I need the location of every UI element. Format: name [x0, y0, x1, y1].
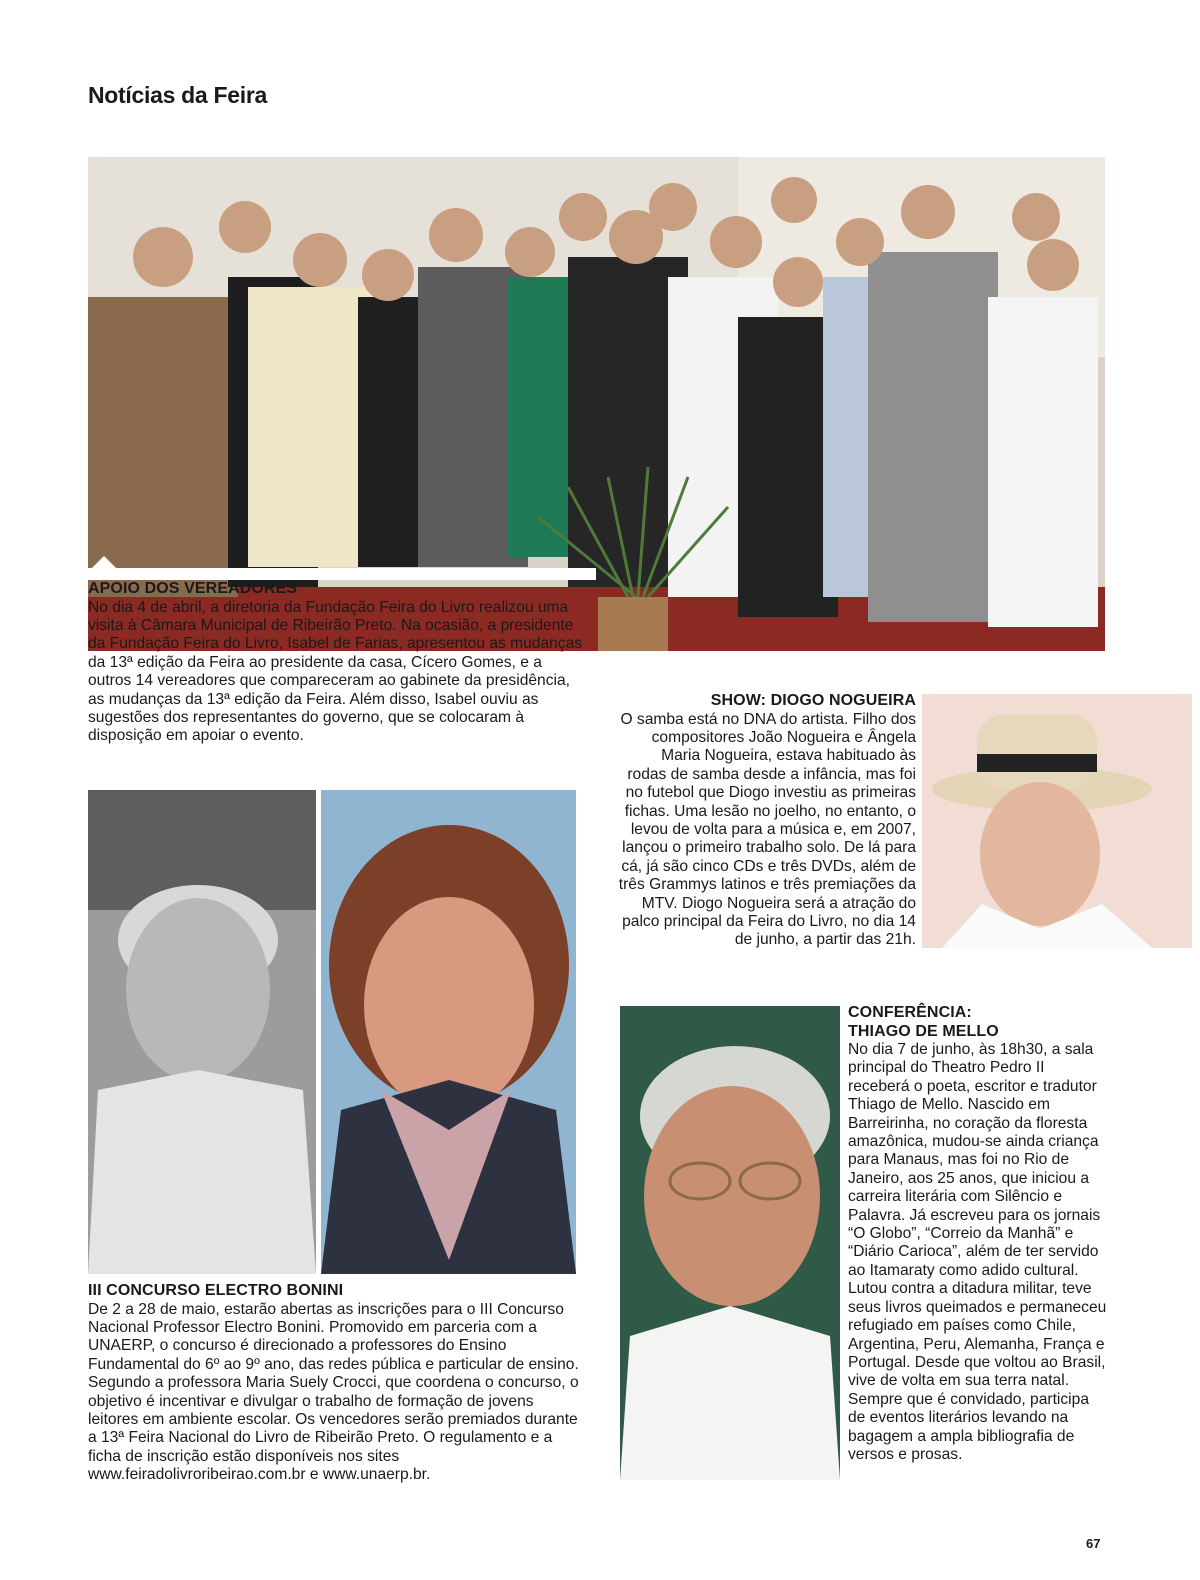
article-title: CONFERÊNCIA: — [848, 1004, 972, 1021]
article-title: III CONCURSO ELECTRO BONINI — [88, 1282, 344, 1299]
section-title: Notícias da Feira — [88, 82, 267, 108]
article-apoio-vereadores — [88, 580, 588, 746]
article-body: No dia 7 de junho, às 18h30, a sala principal do Theatro Pedro II receberá o poeta, escritor e tradutor Thiago de Mello. Nascido em Barreirinha, no coração da floresta amazônica, mudou-se ainda criança para Manaus, mas foi no Rio de Janeiro, aos 25 anos, que iniciou a carreira literária com Silêncio e Palavra. Já escreveu para os jornais “O Globo”, “Correio da Manhã” e “Diário Carioca”, além de ter servido ao Itamaraty como adido cultural. Lutou contra a ditadura militar, teve seus livros queimados e permaneceu refugiado em países como Chile, Argentina, Peru, Alemanha, França e Portugal. Desde que voltou ao Brasil, vive de volta em sua terra natal. Sempre que é convidado, participa de eventos literários levando na bagagem a ampla bibliografia de versos e prosas. — [848, 1041, 1107, 1463]
article-body: De 2 a 28 de maio, estarão abertas as inscrições para o III Concurso Nacional Professor Electro Bonini. Promovido em parceria com a UNAERP, o concurso é direcionado a professores do Ensino Fundamental do 6º ao 9º ano, das redes pública e particular de ensino. Segundo a professora Maria Suely Crocci, que coordena o concurso, o objetivo é incentivar e divulgar o trabalho de formação de jovens leitores em ambiente escolar. Os vencedores serão premiados durante a 13ª Feira Nacional do Livro de Ribeirão Preto. O regulamento e a ficha de inscrição estão disponíveis nos sites www.feiradolivroribeirao.com.br e www.unaerp.br. — [88, 1300, 579, 1484]
page-number: 67 — [1086, 1536, 1101, 1551]
electro-bonini-photo — [88, 790, 316, 1274]
diogo-nogueira-photo — [922, 694, 1192, 948]
article-title-line2: THIAGO DE MELLO — [848, 1022, 999, 1040]
thiago-de-mello-photo — [620, 1006, 840, 1480]
article-body: O samba está no DNA do artista. Filho dos compositores João Nogueira e Ângela Maria Nogueira, estava habituado às rodas de samba desde a infância, mas foi no futebol que Diogo investiu as primeiras fichas. Uma lesão no joelho, no entanto, o levou de volta para a música e, em 2007, lançou o primeiro trabalho solo. De lá para cá, já são cinco CDs e três DVDs, além de três Grammys latinos e três premiações da MTV. Diogo Nogueira será a atração do palco principal da Feira do Livro, no dia 14 de junho, a partir das 21h. — [618, 710, 916, 949]
article-title: SHOW: DIOGO NOGUEIRA — [710, 692, 916, 709]
article-concurso-electro-bonini — [88, 1282, 580, 1485]
article-show-diogo-nogueira — [618, 692, 916, 950]
maria-suely-crocci-photo — [321, 790, 576, 1274]
article-body: No dia 4 de abril, a diretoria da Fundação Feira do Livro realizou uma visita à Câmara Municipal de Ribeirão Preto. Na ocasião, a presidente da Fundação Feira do Livro, Isabel de Farias, apresentou as mudanças da 13ª edição da Feira ao presidente da casa, Cícero Gomes, e a outros 14 vereadores que compareceram ao gabinete da presidência, as mudanças da 13ª edição da Feira. Além disso, Isabel ouviu as sugestões dos representantes do governo, que se colocaram à disposição em apoiar o evento. — [88, 598, 583, 745]
caption-notch — [92, 556, 116, 568]
article-title: APOIO DOS VEREADORES — [88, 580, 298, 597]
caption-backdrop — [88, 568, 596, 580]
article-conferencia-thiago-de-mello — [848, 1004, 1110, 1464]
